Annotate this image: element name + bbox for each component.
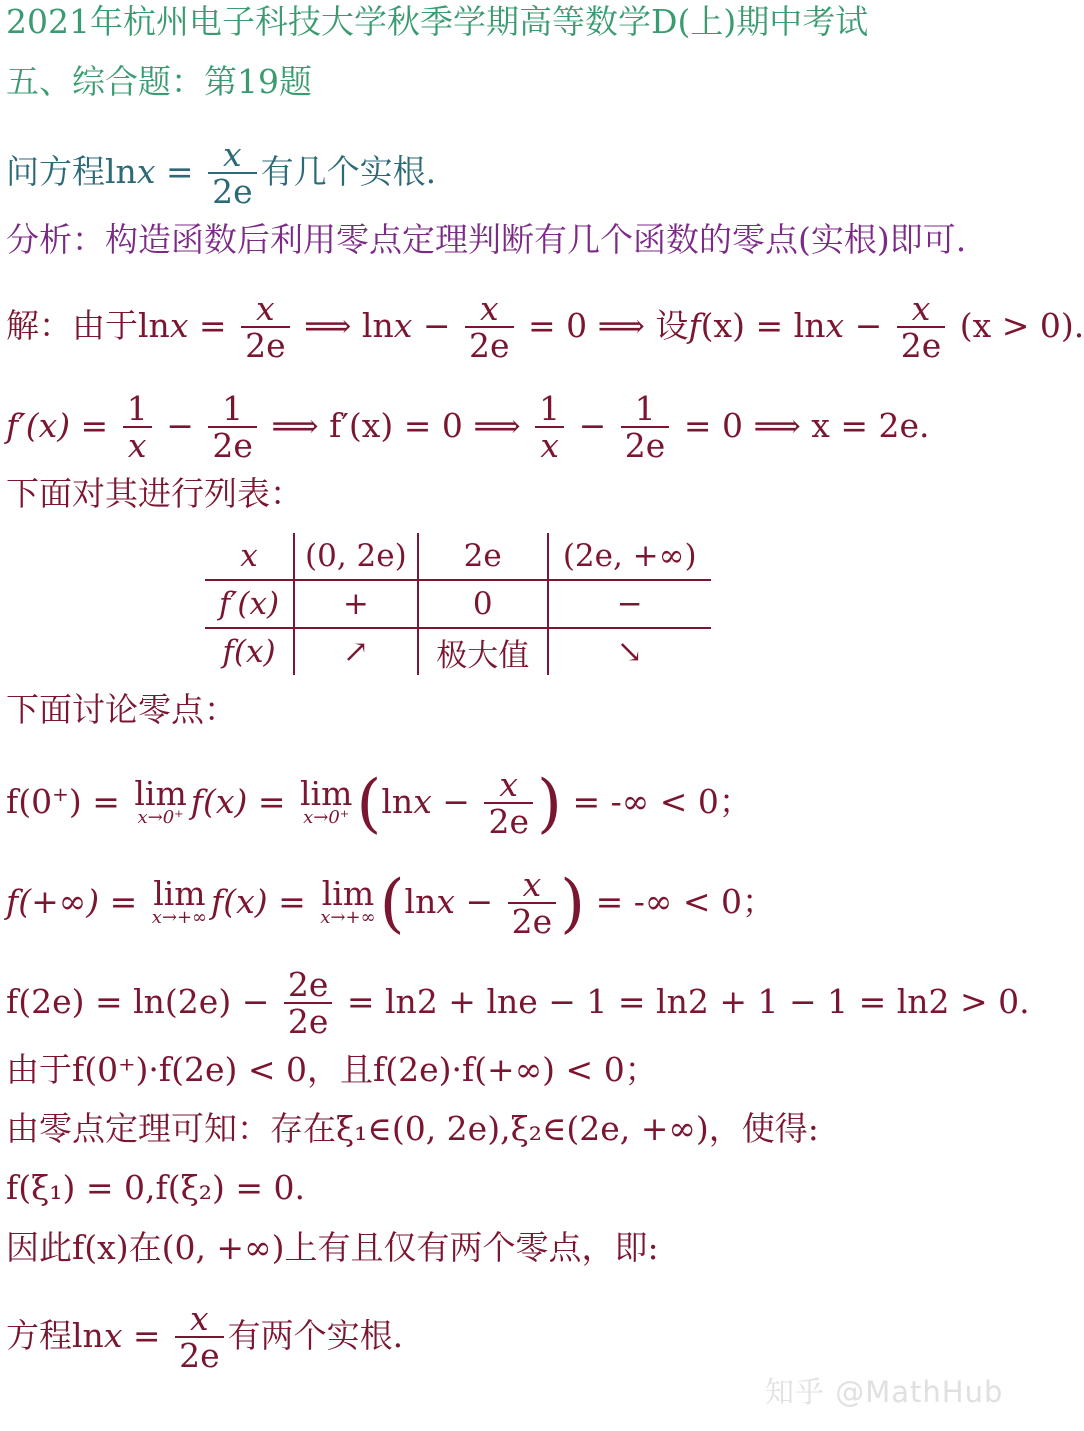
table-cell: ↗ [294,628,418,675]
watermark: 知乎 @MathHub [765,1375,1004,1409]
sol1-i: − [844,306,893,345]
solution-line-1 [6,289,1084,365]
sol2-frac-2-num: 1 [208,392,257,428]
question-label: 五、综合题：第19题 [6,62,312,101]
table-cell: 极大值 [418,628,548,675]
lim1-a: f(0 [6,782,53,821]
problem-eq: = [155,152,205,191]
sol1-d: − [412,306,461,345]
lim1-sup: + [52,782,69,806]
sol2-frac-1 [123,389,152,465]
exam-title: 2021年杭州电子科技大学秋季学期高等数学D(上)期中考试 [6,2,869,41]
table-row [205,580,711,628]
lim2-f: = -∞ < 0； [585,882,776,921]
paren-right: ) [536,767,562,841]
lim2-frac [508,865,557,941]
analysis-text: 分析：构造函数后利用零点定理判断有几个函数的零点(实根)即可. [6,220,967,259]
lim2-a: f(+∞) = [6,882,148,921]
conclusion-5 [6,1299,404,1375]
sol2-frac-3 [535,389,564,465]
lim2-op1-text: lim [153,874,206,913]
problem-statement [6,135,437,211]
lim2-op1-sub: x→+∞ [151,907,208,928]
sol1-frac-1-num: x [241,292,290,328]
lim1-operator-1 [134,774,187,828]
sol2-frac-1-num: 1 [123,392,152,428]
sol1-f: f [688,306,701,345]
lim1-frac-den: 2e [488,802,529,841]
c5-a: 方程ln [6,1316,104,1355]
lim2-c: f(x) = [211,882,317,921]
conclusion-2: 由零点定理可知：存在ξ₁∈(0, 2e),ξ₂∈(2e, +∞)，使得: [6,1109,819,1148]
table-cell: f′(x) [205,580,294,628]
table-row [205,628,711,675]
sol1-frac-3 [897,289,946,365]
lim2-operator-1 [151,874,208,928]
problem-suffix: 有几个实根. [260,152,437,191]
problem-frac-num: x [208,138,257,174]
limit-line-2 [6,865,776,941]
sol1-frac-2-den: 2e [468,326,510,365]
lim2-operator-2 [320,874,376,928]
sol1-c: ⟹ ln [293,306,394,345]
lim2-x: x [436,882,455,921]
sol1-frac-2-num: x [465,292,514,328]
sol1-x2: x [393,306,413,345]
table-row [205,533,711,580]
lim1-frac [484,765,533,841]
sol2-d: − [568,406,617,445]
lim2-frac-num: x [508,868,557,904]
lim3-frac-num: 2e [284,968,333,1004]
table-cell: (0, 2e) [294,533,418,580]
sol1-frac-1-den: 2e [245,326,286,365]
table-cell: − [548,580,711,628]
table-cell: f(x) [205,628,294,675]
limit-line-3 [6,965,1030,1041]
sol2-e: = 0 ⟹ x = 2e. [673,406,930,445]
c5-frac-den: 2e [179,1336,220,1375]
lim2-op2-sub: x→+∞ [320,907,376,928]
table-cell: x [205,533,294,580]
sol2-frac-1-den: x [127,426,147,465]
lim1-op1-sub: x→0⁺ [137,807,184,828]
monotonicity-table [205,533,711,675]
sol1-frac-2 [465,289,514,365]
sol1-e: = 0 ⟹ 设 [517,306,689,345]
lim1-op1-text: lim [134,774,187,813]
problem-frac-den: 2e [212,172,253,211]
lim2-d: ln [404,882,437,921]
problem-fraction [208,135,257,211]
sol1-j: (x > 0). [949,306,1084,345]
lim2-e: − [454,882,504,921]
lim3-b: = ln2 + lne − 1 = ln2 + 1 − 1 = ln2 > 0. [336,982,1030,1021]
limit-line-1 [6,765,752,841]
c5-c: 有两个实根. [227,1316,404,1355]
solution-line-2 [6,389,930,465]
sol2-frac-3-num: 1 [535,392,564,428]
paren-left: ( [379,867,405,941]
sol2-frac-2 [208,389,257,465]
lim1-c: f(x) = [190,782,296,821]
table-cell: 2e [418,533,548,580]
paren-right: ) [560,867,586,941]
lim1-e: − [431,782,481,821]
lim1-b: ) = [68,782,131,821]
lim1-op2-text: lim [300,774,353,813]
paren-left: ( [356,767,382,841]
problem-prefix: 问方程ln [6,152,137,191]
table-cell: + [294,580,418,628]
sol1-b: = [188,306,238,345]
table-cell: 0 [418,580,548,628]
table-intro: 下面对其进行列表： [6,474,303,513]
sol2-frac-4-num: 1 [621,392,670,428]
c5-b: = [122,1316,172,1355]
discuss-intro: 下面讨论零点： [6,690,237,729]
problem-var: x [136,152,156,191]
lim1-op2-sub: x→0⁺ [303,807,350,828]
c5-frac [175,1299,224,1375]
conclusion-4: 因此f(x)在(0, +∞)上有且仅有两个零点，即: [6,1228,659,1267]
sol2-frac-4-den: 2e [624,426,666,465]
table-cell: (2e, +∞) [548,533,711,580]
sol2-frac-3-den: x [540,426,559,465]
sol2-frac-4 [621,389,670,465]
sol1-x1: x [169,306,189,345]
lim2-frac-den: 2e [511,902,553,941]
c5-frac-num: x [175,1302,224,1338]
lim3-a: f(2e) = ln(2e) − [6,982,280,1021]
sol2-a: f′(x) = [6,406,119,445]
table-cell: ↘ [616,634,643,670]
conclusion-1: 由于f(0⁺)·f(2e) < 0，且f(2e)·f(+∞) < 0； [6,1050,658,1089]
lim1-frac-num: x [484,768,533,804]
sol2-frac-2-den: 2e [212,426,253,465]
sol2-b: − [155,406,205,445]
lim1-d: ln [381,782,414,821]
conclusion-3: f(ξ₁) = 0,f(ξ₂) = 0. [6,1168,305,1207]
lim1-x: x [413,782,432,821]
sol1-g: (x) = ln [700,306,826,345]
sol1-frac-1 [241,289,290,365]
sol1-frac-3-num: x [897,292,946,328]
lim1-f: = -∞ < 0； [561,782,752,821]
sol1-h: x [825,306,845,345]
lim3-frac-den: 2e [287,1002,329,1041]
lim3-frac [284,965,333,1041]
c5-x: x [103,1316,123,1355]
lim1-operator-2 [300,774,353,828]
sol2-c: ⟹ f′(x) = 0 ⟹ [260,406,532,445]
lim2-op2-text: lim [321,874,375,913]
sol1-frac-3-den: 2e [900,326,942,365]
sol1-a: 解：由于ln [6,306,170,345]
